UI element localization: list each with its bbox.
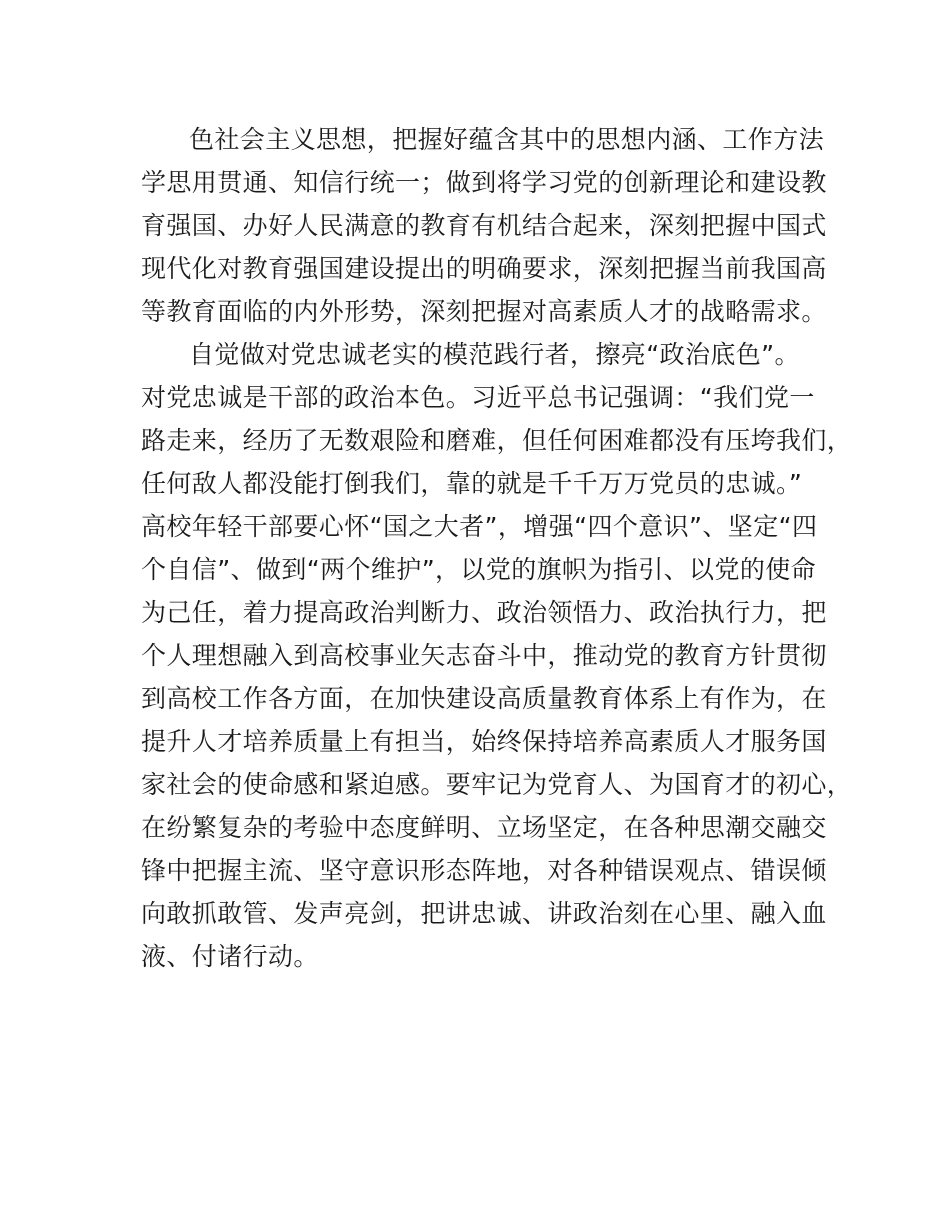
paragraph-line: 液、付诸行动。 bbox=[141, 942, 319, 971]
paragraph-line: 任何敌人都没能打倒我们，靠的就是千千万万党员的忠诚。” bbox=[141, 469, 803, 498]
paragraph-line: 自觉做对党忠诚老实的模范践行者，擦亮“政治底色”。 bbox=[189, 340, 800, 369]
paragraph-line: 对党忠诚是干部的政治本色。习近平总书记强调：“我们党一 bbox=[141, 383, 815, 412]
paragraph-line: 为己任，着力提高政治判断力、政治领悟力、政治执行力，把 bbox=[141, 598, 827, 627]
paragraph-line: 个人理想融入到高校事业矢志奋斗中，推动党的教育方针贯彻 bbox=[141, 641, 827, 670]
paragraph bbox=[141, 333, 853, 978]
paragraph bbox=[141, 118, 831, 333]
paragraph-line: 路走来，经历了无数艰险和磨难，但任何困难都没有压垮我们， bbox=[141, 426, 853, 455]
paragraph-line: 学思用贯通、知信行统一；做到将学习党的创新理论和建设教 bbox=[141, 168, 827, 197]
paragraph-line: 高校年轻干部要心怀“国之大者”，增强“四个意识”、坚定“四 bbox=[141, 512, 818, 541]
paragraph-line: 家社会的使命感和紧迫感。要牢记为党育人、为国育才的初心， bbox=[141, 770, 853, 799]
paragraph-line: 锋中把握主流、坚守意识形态阵地，对各种错误观点、错误倾 bbox=[141, 856, 827, 885]
document-body bbox=[141, 118, 853, 978]
paragraph-line: 色社会主义思想，把握好蕴含其中的思想内涵、工作方法 bbox=[189, 125, 825, 154]
paragraph-line: 向敢抓敢管、发声亮剑，把讲忠诚、讲政治刻在心里、融入血 bbox=[141, 899, 827, 928]
paragraph-line: 育强国、办好人民满意的教育有机结合起来，深刻把握中国式 bbox=[141, 211, 827, 240]
paragraph-line: 提升人才培养质量上有担当，始终保持培养高素质人才服务国 bbox=[141, 727, 827, 756]
paragraph-line: 个自信”、做到“两个维护”，以党的旗帜为指引、以党的使命 bbox=[141, 555, 817, 584]
paragraph-line: 到高校工作各方面，在加快建设高质量教育体系上有作为，在 bbox=[141, 684, 827, 713]
paragraph-line: 在纷繁复杂的考验中态度鲜明、立场坚定，在各种思潮交融交 bbox=[141, 813, 827, 842]
paragraph-line: 现代化对教育强国建设提出的明确要求，深刻把握当前我国高 bbox=[141, 254, 827, 283]
paragraph-line: 等教育面临的内外形势，深刻把握对高素质人才的战略需求。 bbox=[141, 297, 827, 326]
